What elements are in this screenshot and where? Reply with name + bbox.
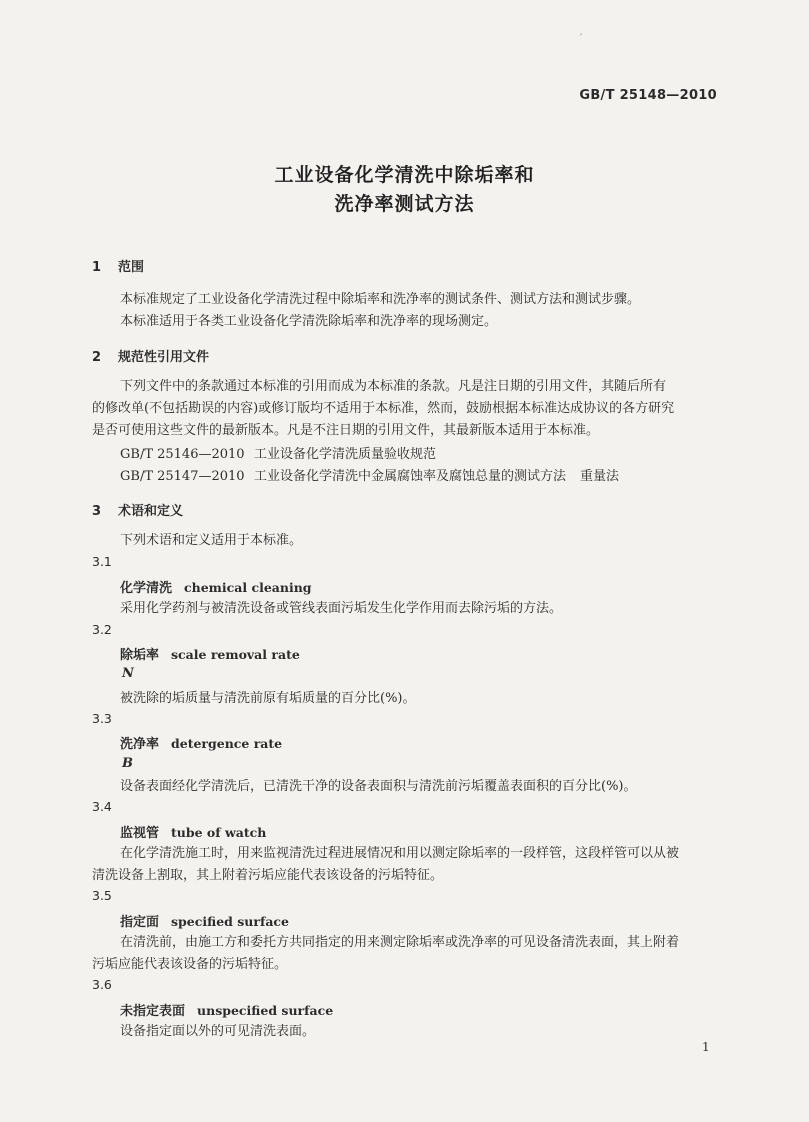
term-definition: 被洗除的垢质量与清洗前原有垢质量的百分比(%)。 — [120, 691, 416, 706]
page-number: 1 — [702, 1040, 710, 1054]
term-chinese: 除垢率 — [120, 648, 160, 663]
term-heading — [120, 1000, 333, 1019]
term-english: chemical cleaning — [184, 580, 312, 595]
section-title: 术语和定义 — [118, 504, 184, 519]
term-number: 3.1 — [92, 554, 112, 569]
section-1-heading — [92, 256, 144, 275]
reference-extra: 重量法 — [580, 469, 620, 484]
scan-mark: ˊ — [578, 34, 583, 45]
term-number: 3.3 — [92, 711, 112, 726]
document-title-line-1: 工业设备化学清洗中除垢率和 — [274, 164, 535, 186]
scope-paragraph-1: 本标准规定了工业设备化学清洗过程中除垢率和洗净率的测试条件、测试方法和测试步骤。 — [120, 292, 641, 307]
term-symbol: B — [122, 756, 133, 771]
term-definition-line-2: 污垢应能代表该设备的污垢特征。 — [92, 957, 288, 972]
reference-code: GB/T 25146—2010 — [120, 447, 245, 462]
reference-code: GB/T 25147—2010 — [120, 469, 245, 484]
term-definition: 设备指定面以外的可见清洗表面。 — [120, 1024, 316, 1039]
references-intro-line-2: 的修改单(不包括勘误的内容)或修订版均不适用于本标准，然而，鼓励根据本标准达成协议的各方研究 — [92, 401, 675, 416]
term-chinese: 洗净率 — [120, 737, 160, 752]
term-number: 3.2 — [92, 622, 112, 637]
term-chinese: 监视管 — [120, 826, 160, 841]
section-3-heading — [92, 500, 183, 519]
term-definition-line-2: 清洗设备上割取，其上附着污垢应能代表该设备的污垢特征。 — [92, 868, 444, 883]
term-heading — [120, 644, 300, 663]
scope-paragraph-2: 本标准适用于各类工业设备化学清洗除垢率和洗净率的现场测定。 — [120, 314, 498, 329]
section-title: 范围 — [118, 260, 145, 275]
term-chinese: 化学清洗 — [120, 581, 173, 596]
term-english: tube of watch — [171, 825, 267, 840]
term-number: 3.4 — [92, 799, 112, 814]
term-symbol: N — [122, 666, 134, 681]
standard-code: GB/T 25148—2010 — [579, 88, 717, 103]
reference-title: 工业设备化学清洗中金属腐蚀率及腐蚀总量的测试方法 — [254, 469, 567, 484]
references-intro-line-3: 是否可使用这些文件的最新版本。凡是不注日期的引用文件，其最新版本适用于本标准。 — [92, 423, 600, 438]
term-heading — [120, 822, 266, 841]
term-definition: 采用化学药剂与被清洗设备或管线表面污垢发生化学作用而去除污垢的方法。 — [120, 601, 563, 616]
section-number: 2 — [92, 350, 102, 365]
term-definition-line-1: 在化学清洗施工时，用来监视清洗过程进展情况和用以测定除垢率的一段样管，这段样管可以从被 — [120, 846, 680, 861]
term-chinese: 未指定表面 — [120, 1004, 186, 1019]
terms-intro: 下列术语和定义适用于本标准。 — [120, 533, 303, 548]
section-title: 规范性引用文件 — [118, 350, 210, 365]
term-number: 3.5 — [92, 888, 112, 903]
term-heading — [120, 911, 289, 930]
references-intro-line-1: 下列文件中的条款通过本标准的引用而成为本标准的条款。凡是注日期的引用文件，其随后所有 — [120, 379, 667, 394]
document-title-line-2: 洗净率测试方法 — [334, 193, 475, 215]
term-english: detergence rate — [171, 736, 283, 751]
section-number: 1 — [92, 260, 102, 275]
term-english: unspecified surface — [197, 1003, 334, 1018]
term-heading — [120, 733, 282, 752]
term-english: scale removal rate — [171, 647, 300, 662]
reference-item — [120, 465, 619, 484]
section-2-heading — [92, 346, 209, 365]
term-english: specified surface — [171, 914, 289, 929]
reference-item — [120, 443, 436, 462]
term-number: 3.6 — [92, 977, 112, 992]
reference-title: 工业设备化学清洗质量验收规范 — [254, 447, 437, 462]
term-heading — [120, 577, 312, 596]
term-definition: 设备表面经化学清洗后，已清洗干净的设备表面积与清洗前污垢覆盖表面积的百分比(%)。 — [120, 779, 637, 794]
term-chinese: 指定面 — [120, 915, 160, 930]
term-definition-line-1: 在清洗前，由施工方和委托方共同指定的用来测定除垢率或洗净率的可见设备清洗表面，其上附着 — [120, 935, 680, 950]
section-number: 3 — [92, 504, 102, 519]
